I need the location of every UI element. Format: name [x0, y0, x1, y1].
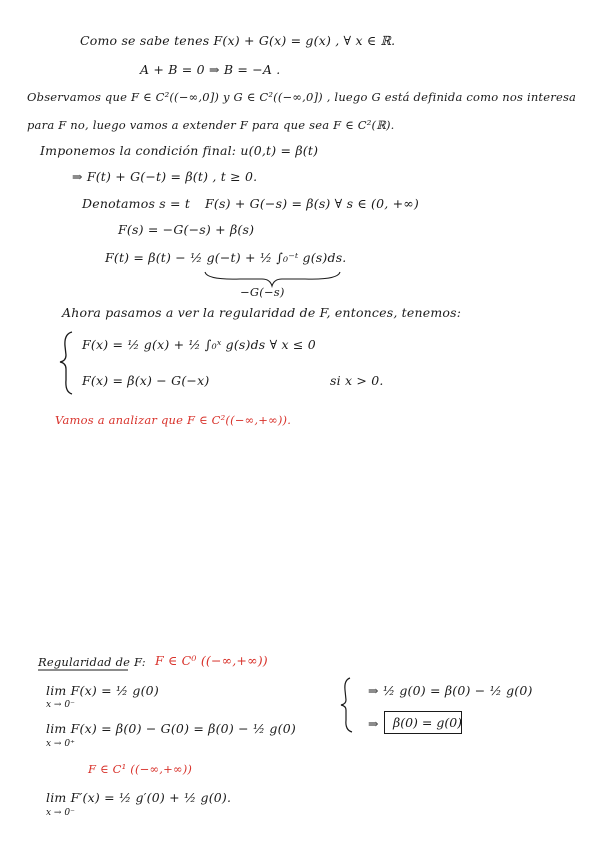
piecewise-condition-2: si x > 0.	[330, 373, 384, 388]
right-limit-f-subscript: x → 0⁺	[46, 739, 75, 749]
implication-line: ⇒ F(t) + G(−t) = β(t) , t ≥ 0.	[72, 169, 258, 184]
limits-brace	[341, 678, 352, 732]
left-limit-derivative: lim F′(x) = ½ g′(0) + ½ g(0).	[46, 790, 232, 805]
regularity-title: Regularidad de F:	[38, 655, 146, 669]
constants-relation: A + B = 0 ⇒ B = −A .	[140, 62, 281, 77]
analysis-statement: Vamos a analizar que F ∈ C²((−∞,+∞)).	[55, 413, 292, 427]
left-limit-f-subscript: x → 0⁻	[46, 700, 75, 710]
limit-equality-implication: ⇒ ½ g(0) = β(0) − ½ g(0)	[368, 683, 533, 698]
differentiability-heading: F ∈ C¹ ((−∞,+∞))	[88, 762, 193, 776]
observation-line-2: para F no, luego vamos a extender F para que sea F ∈ C²(ℝ).	[27, 118, 395, 132]
right-limit-f: lim F(x) = β(0) − G(0) = β(0) − ½ g(0)	[46, 721, 296, 736]
piecewise-brace	[60, 332, 72, 394]
f-of-t-formula: F(t) = β(t) − ½ g(−t) + ½ ∫₀⁻ᵗ g(s)ds.	[105, 250, 347, 265]
left-limit-f: lim F(x) = ½ g(0)	[46, 683, 159, 698]
f-of-s-equation: F(s) = −G(−s) + β(s)	[118, 222, 255, 237]
piecewise-case-1: F(x) = ½ g(x) + ½ ∫₀ˣ g(s)ds ∀ x ≤ 0	[82, 337, 316, 352]
intro-line: Como se sabe tenes F(x) + G(x) = g(x) , ∀ x ∈ ℝ.	[80, 33, 396, 48]
piecewise-case-2: F(x) = β(x) − G(−x)	[82, 373, 210, 388]
boxed-compatibility-condition: β(0) = g(0)	[384, 711, 462, 734]
left-limit-derivative-subscript: x → 0⁻	[46, 808, 75, 818]
regularity-intro: Ahora pasamos a ver la regularidad de F, entonces, tenemos:	[62, 305, 462, 320]
boxed-implication-arrow: ⇒	[368, 716, 379, 731]
final-condition-line: Imponemos la condición final: u(0,t) = β(t)	[40, 143, 319, 158]
denote-equation: F(s) + G(−s) = β(s) ∀ s ∈ (0, +∞)	[205, 196, 419, 211]
continuity-heading: F ∈ C⁰ ((−∞,+∞))	[155, 653, 268, 668]
brace-label: −G(−s)	[240, 285, 285, 299]
underbrace	[205, 272, 340, 286]
observation-line-1: Observamos que F ∈ C²((−∞,0]) y G ∈ C²((−∞,0]) , luego G está definida como nos interesa	[27, 90, 577, 104]
denote-label: Denotamos s = t	[82, 196, 191, 211]
